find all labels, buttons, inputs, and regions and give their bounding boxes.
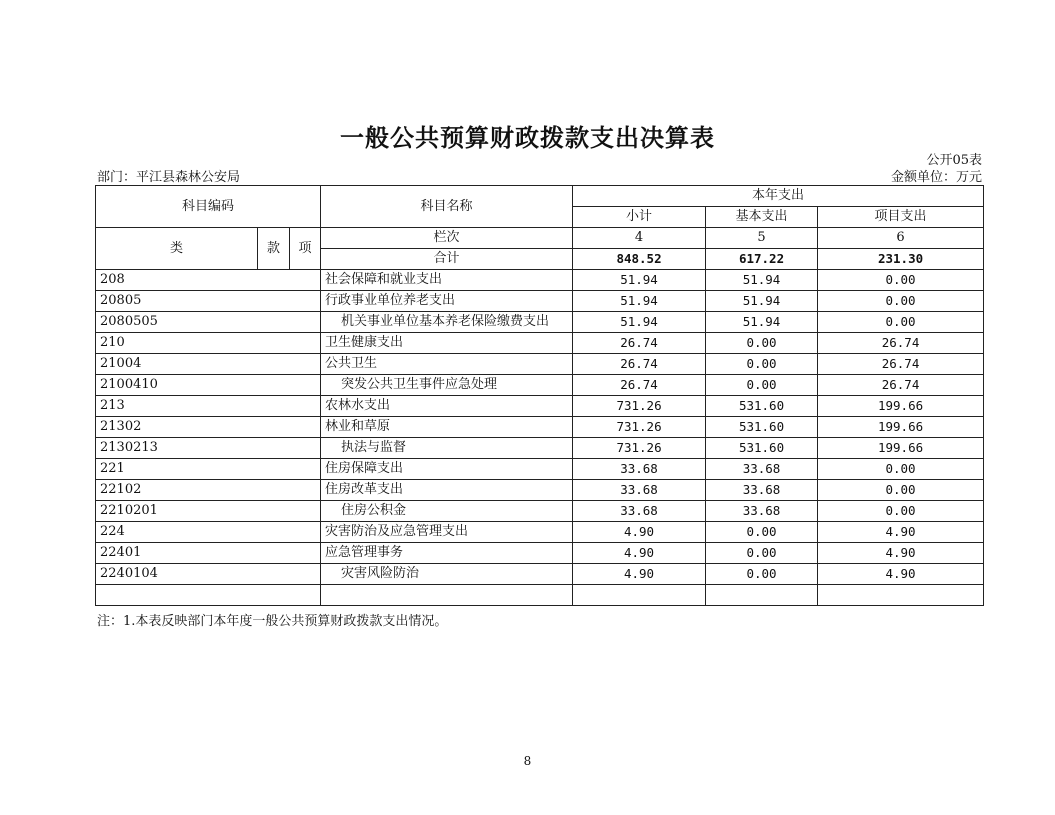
row-basic: 51.94 [706, 312, 818, 333]
row-name: 住房保障支出 [321, 459, 573, 480]
row-basic: 0.00 [706, 564, 818, 585]
total-subtotal: 848.52 [573, 249, 706, 270]
row-project: 0.00 [818, 312, 984, 333]
empty-cell [573, 585, 706, 606]
header-lei: 类 [96, 228, 258, 270]
footnote: 注：1.本表反映部门本年度一般公共预算财政拨款支出情况。 [97, 614, 448, 629]
table-row [96, 522, 984, 543]
total-label: 合计 [321, 249, 573, 270]
row-code: 210 [96, 333, 321, 354]
header-code: 科目编码 [96, 186, 321, 228]
empty-cell [706, 585, 818, 606]
header-col6: 6 [818, 228, 984, 249]
header-xiang: 项 [290, 228, 321, 270]
row-name: 林业和草原 [321, 417, 573, 438]
row-code: 20805 [96, 291, 321, 312]
row-code: 2130213 [96, 438, 321, 459]
row-name: 灾害防治及应急管理支出 [321, 522, 573, 543]
row-subtotal: 731.26 [573, 417, 706, 438]
header-project: 项目支出 [818, 207, 984, 228]
row-subtotal: 51.94 [573, 270, 706, 291]
total-project: 231.30 [818, 249, 984, 270]
row-basic: 0.00 [706, 375, 818, 396]
total-basic: 617.22 [706, 249, 818, 270]
row-name: 应急管理事务 [321, 543, 573, 564]
empty-cell [96, 585, 321, 606]
row-basic: 531.60 [706, 417, 818, 438]
header-kuan: 款 [258, 228, 290, 270]
table-row [96, 480, 984, 501]
empty-row [96, 585, 984, 606]
page-number: 8 [523, 754, 532, 768]
row-basic: 33.68 [706, 480, 818, 501]
row-name: 执法与监督 [321, 438, 573, 459]
row-code: 2210201 [96, 501, 321, 522]
table-row [96, 459, 984, 480]
table-row [96, 396, 984, 417]
table-row [96, 375, 984, 396]
row-basic: 531.60 [706, 396, 818, 417]
row-code: 21004 [96, 354, 321, 375]
header-basic: 基本支出 [706, 207, 818, 228]
table-row [96, 270, 984, 291]
header-subtotal: 小计 [573, 207, 706, 228]
row-name: 住房改革支出 [321, 480, 573, 501]
row-subtotal: 26.74 [573, 354, 706, 375]
row-basic: 51.94 [706, 291, 818, 312]
row-project: 4.90 [818, 543, 984, 564]
row-name: 住房公积金 [321, 501, 573, 522]
row-subtotal: 26.74 [573, 375, 706, 396]
row-code: 2240104 [96, 564, 321, 585]
header-col4: 4 [573, 228, 706, 249]
row-name: 卫生健康支出 [321, 333, 573, 354]
row-code: 22401 [96, 543, 321, 564]
row-code: 2100410 [96, 375, 321, 396]
row-subtotal: 26.74 [573, 333, 706, 354]
amount-unit-label: 金额单位：万元 [890, 170, 982, 185]
empty-cell [818, 585, 984, 606]
row-code: 208 [96, 270, 321, 291]
row-code: 2080505 [96, 312, 321, 333]
row-subtotal: 51.94 [573, 291, 706, 312]
row-project: 0.00 [818, 291, 984, 312]
row-project: 199.66 [818, 417, 984, 438]
row-code: 22102 [96, 480, 321, 501]
row-code: 224 [96, 522, 321, 543]
page-title: 一般公共预算财政拨款支出决算表 [340, 123, 715, 152]
header-col5: 5 [706, 228, 818, 249]
row-project: 0.00 [818, 270, 984, 291]
row-code: 221 [96, 459, 321, 480]
row-basic: 33.68 [706, 459, 818, 480]
row-name: 社会保障和就业支出 [321, 270, 573, 291]
row-basic: 51.94 [706, 270, 818, 291]
table-row [96, 333, 984, 354]
row-code: 21302 [96, 417, 321, 438]
empty-cell [321, 585, 573, 606]
row-project: 199.66 [818, 396, 984, 417]
table-row [96, 354, 984, 375]
row-project: 26.74 [818, 333, 984, 354]
form-number: 公开05表 [926, 153, 982, 168]
row-project: 0.00 [818, 480, 984, 501]
table-row [96, 312, 984, 333]
row-subtotal: 731.26 [573, 438, 706, 459]
row-basic: 33.68 [706, 501, 818, 522]
row-project: 0.00 [818, 459, 984, 480]
row-project: 26.74 [818, 354, 984, 375]
table-row [96, 438, 984, 459]
table-row [96, 564, 984, 585]
row-name: 农林水支出 [321, 396, 573, 417]
row-subtotal: 33.68 [573, 459, 706, 480]
row-subtotal: 33.68 [573, 480, 706, 501]
row-subtotal: 51.94 [573, 312, 706, 333]
row-basic: 0.00 [706, 543, 818, 564]
table-row [96, 291, 984, 312]
row-project: 4.90 [818, 522, 984, 543]
row-project: 199.66 [818, 438, 984, 459]
row-basic: 0.00 [706, 522, 818, 543]
header-current-year: 本年支出 [573, 186, 984, 207]
table-row [96, 501, 984, 522]
row-project: 0.00 [818, 501, 984, 522]
row-name: 机关事业单位基本养老保险缴费支出 [321, 312, 573, 333]
row-subtotal: 4.90 [573, 522, 706, 543]
row-subtotal: 731.26 [573, 396, 706, 417]
table-row [96, 543, 984, 564]
table-row [96, 417, 984, 438]
row-project: 4.90 [818, 564, 984, 585]
row-name: 公共卫生 [321, 354, 573, 375]
row-subtotal: 4.90 [573, 543, 706, 564]
row-name: 行政事业单位养老支出 [321, 291, 573, 312]
department-label: 部门：平江县森林公安局 [97, 170, 241, 185]
row-subtotal: 33.68 [573, 501, 706, 522]
row-basic: 0.00 [706, 333, 818, 354]
expenditure-table [95, 185, 984, 606]
row-project: 26.74 [818, 375, 984, 396]
row-basic: 0.00 [706, 354, 818, 375]
row-basic: 531.60 [706, 438, 818, 459]
row-subtotal: 4.90 [573, 564, 706, 585]
row-name: 灾害风险防治 [321, 564, 573, 585]
header-name: 科目名称 [321, 186, 573, 228]
header-column-no: 栏次 [321, 228, 573, 249]
row-name: 突发公共卫生事件应急处理 [321, 375, 573, 396]
row-code: 213 [96, 396, 321, 417]
